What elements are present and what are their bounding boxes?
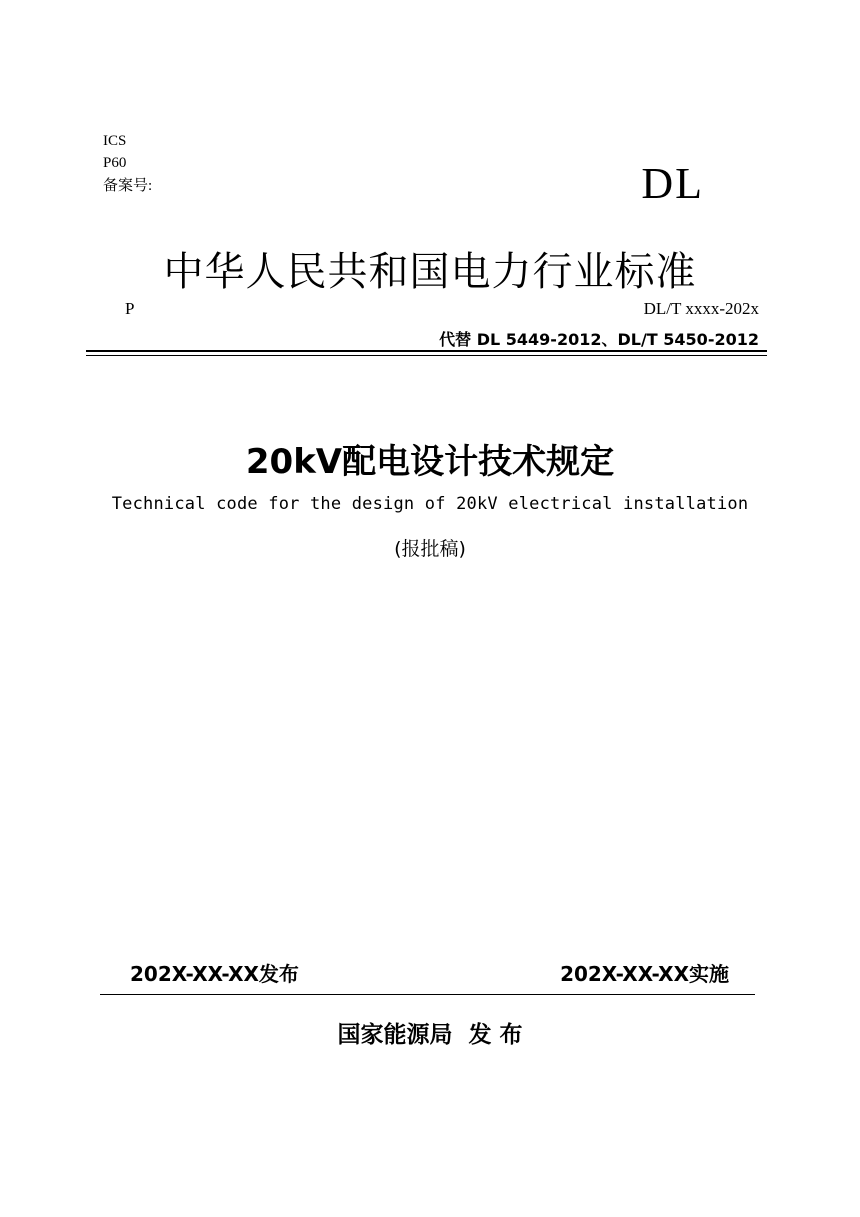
standard-number: DL/T xxxx-202x: [643, 299, 759, 318]
issue-date: 202X-XX-XX发布: [130, 962, 299, 986]
standard-mark: DL: [641, 159, 704, 208]
footer-rule: [100, 994, 755, 995]
header-rule-thick: [86, 350, 767, 352]
document-status: (报批稿): [394, 538, 466, 560]
classification-code: P60: [103, 155, 127, 171]
document-title-english: Technical code for the design of 20kV electrical installation: [111, 494, 749, 514]
header-rule-thin: [86, 355, 767, 356]
ics-label: ICS: [103, 133, 127, 149]
page-title: 中华人民共和国电力行业标准: [163, 249, 697, 294]
publisher: 国家能源局 发 布: [337, 1022, 523, 1048]
implementation-date: 202X-XX-XX实施: [560, 962, 729, 986]
document-title: 20kV配电设计技术规定: [245, 442, 615, 482]
record-number-label: 备案号:: [103, 178, 153, 194]
replaces-standards: 代替 DL 5449-2012、DL/T 5450-2012: [439, 330, 759, 349]
category-letter: P: [125, 299, 135, 318]
